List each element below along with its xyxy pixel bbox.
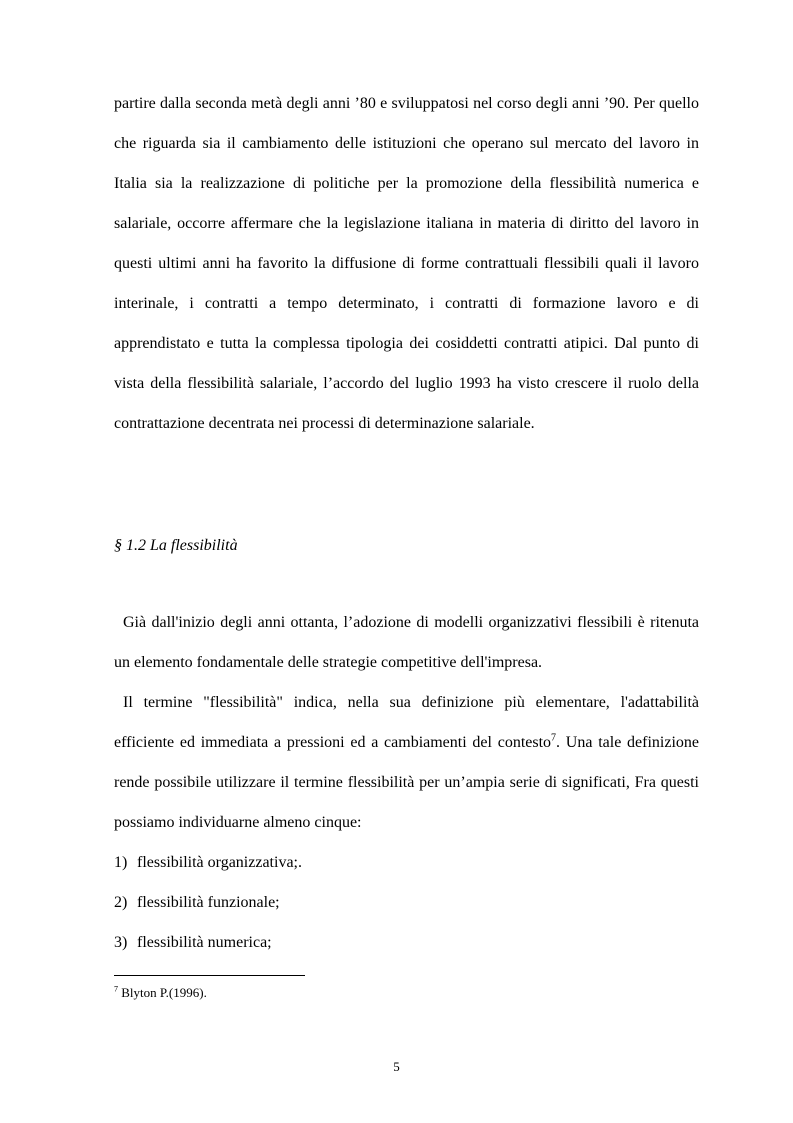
- footnote-reference[interactable]: 7: [551, 732, 557, 744]
- list-item-text: flessibilità funzionale;: [137, 894, 280, 911]
- section-body: [114, 603, 699, 963]
- footnote-separator: [114, 975, 305, 976]
- list-item: [114, 843, 699, 883]
- list-item-text: flessibilità organizzativa;.: [137, 854, 302, 871]
- list-item: [114, 923, 699, 963]
- footnote: [114, 984, 207, 1002]
- list-item-number: 3): [114, 934, 128, 951]
- paragraph-text: partire dalla seconda metà degli anni ’80 e sviluppatosi nel corso degli anni ’90. Per quello che riguarda sia il cambiamento delle istituzioni che operano sul mercato del lavoro in Italia sia la realizzazione di politiche per la promozione della flessibilità numerica e salariale, occorre affermare che la legislazione italiana in materia di diritto del lavoro in questi ultimi anni ha favorito la diffusione di forme contrattuali flessibili quali il lavoro interinale, i contratti a tempo determinato, i contratti di formazione lavoro e di apprendistato e tutta la complessa tipologia dei cosiddetti contratti atipici. Dal punto di vista della flessibilità salariale, l’accordo del luglio 1993 ha visto crescere il ruolo della contrattazione decentrata nei processi di determinazione salariale.: [114, 95, 699, 432]
- paragraph-definition-text-b: . Una tale definizione rende possibile utilizzare il termine flessibilità per un’ampia serie di significati, Fra questi possiamo individuarne almeno cinque:: [114, 734, 700, 831]
- list-item-text: flessibilità numerica;: [137, 934, 272, 951]
- page-number: 5: [393, 1059, 400, 1074]
- section-heading: § 1.2 La flessibilità: [114, 537, 238, 554]
- list-item-number: 2): [114, 894, 128, 911]
- paragraph-continuation: [114, 84, 699, 444]
- paragraph-definition: [114, 683, 699, 843]
- paragraph-intro: Già dall'inizio degli anni ottanta, l’adozione di modelli organizzativi flessibili è ritenuta un elemento fondamentale delle strategie competitive dell'impresa.: [114, 614, 699, 671]
- paragraph-definition-text-a: Il termine "flessibilità" indica, nella sua definizione più elementare, l'adattabilità efficiente ed immediata a pressioni ed a cambiamenti del contesto: [114, 694, 699, 751]
- footnote-marker: 7: [114, 984, 118, 994]
- list-item-number: 1): [114, 854, 128, 871]
- footnote-text: Blyton P.(1996).: [118, 985, 207, 1000]
- list-item: [114, 883, 699, 923]
